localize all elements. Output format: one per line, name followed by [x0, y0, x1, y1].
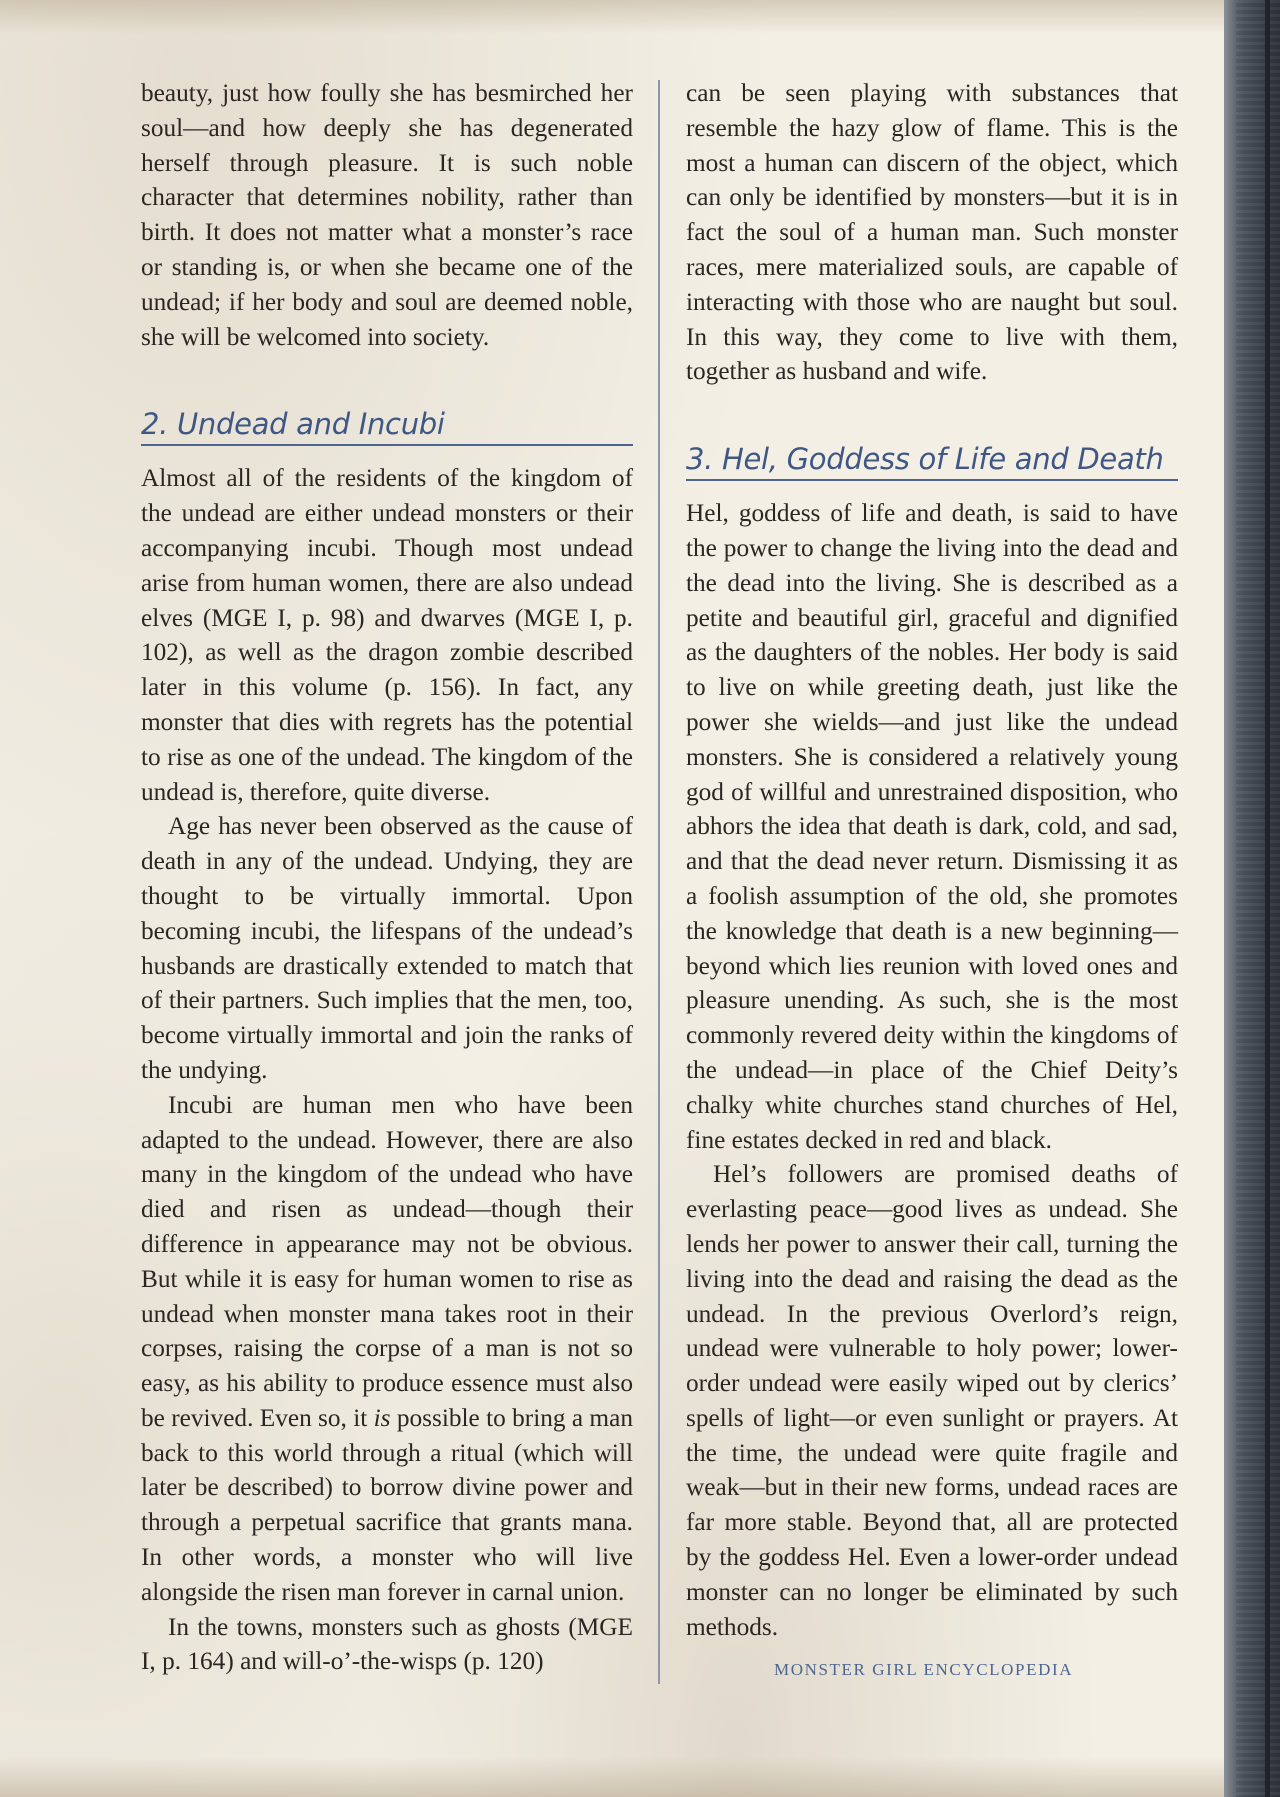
paragraph-hel-followers: Hel’s followers are promised deaths of everlasting peace—good lives as undead. She lends her power to answer their call, turning the living into the dead and raising the dead as the undead. In the previous Overlord’s reign, undead were vulnerable to holy power; lower-order undead were easily wiped out by clerics’ spells of light—or even sunlight or prayers. At the time, the undead were quite fragile and weak—but in their new forms, undead races are far more stable. Beyond that, all are protected by the goddess Hel. Even a lower-order undead monster can no longer be eliminated by such methods. [686, 1160, 1178, 1641]
book-spine-edge [1265, 0, 1270, 1797]
page-bottom-edge [0, 1757, 1224, 1797]
column-divider [658, 80, 660, 1684]
paragraph-incubi-part-1: Incubi are human men who have been adapted to the undead. However, there are also many in the kingdom of the undead who have died and risen as undead—though their difference in appearance may not be obvious. But while it is easy for human women to rise as undead when monster mana takes root in their corpses, raising the corpse of a man is not so easy, as his ability to produce essence must also be revived. Even so, it [141, 1090, 633, 1432]
book-spine [1224, 0, 1280, 1797]
section-heading-undead-incubi: 2. Undead and Incubi [141, 406, 633, 446]
right-continuation-paragraph: can be seen playing with substances that resemble the hazy glow of flame. This is the most a human can discern of the object, which can only be identified by monsters—but it is in fact the soul of a human man. Such monster races, mere materialized souls, are capable of interacting with those who are naught but soul. In this way, they come to live with them, together as husband and wife. [686, 79, 1178, 386]
left-intro-paragraph: beauty, just how foully she has besmirched her soul—and how deeply she has degenerated herself through pleasure. It is such noble character that determines nobility, rather than birth. It does not matter what a monster’s race or standing is, or when she became one of the undead; if her body and soul are deemed noble, she will be welcomed into society. [141, 79, 633, 351]
paragraph-incubi-part-2: possible to bring a man back to this world through a ritual (which will later be described) to borrow divine power and through a perpetual sacrifice that grants mana. In other words, a monster who will live alongside the risen man forever in carnal union. [141, 1403, 633, 1606]
section-heading-hel: 3. Hel, Goddess of Life and Death [686, 441, 1178, 481]
emphasis-is: is [373, 1403, 391, 1432]
paragraph-age: Age has never been observed as the cause of death in any of the undead. Undying, they are thought to be virtually immortal. Upon becoming incubi, the lifespans of the undead’s husbands are drastically extended to match that of their partners. Such implies that the men, too, become virtually immortal and join the ranks of the undying. [141, 812, 633, 1084]
running-footer-title: MONSTER GIRL ENCYCLOPEDIA [774, 1660, 1074, 1679]
paragraph-incubi [141, 1088, 633, 1610]
right-column [686, 76, 1178, 1644]
paragraph-towns: In the towns, monsters such as ghosts (MGE I, p. 164) and will-o’-the-wisps (p. 120) [141, 1612, 633, 1676]
left-column [141, 76, 633, 1679]
paragraph-hel-goddess: Hel, goddess of life and death, is said to have the power to change the living into the dead and the dead into the living. She is described as a petite and beautiful girl, graceful and dignified as the daughters of the nobles. Her body is said to live on while greeting death, just like the power she wields—and just like the undead monsters. She is considered a relatively young god of willful and unrestrained disposition, who abhors the idea that death is dark, cold, and sad, and that the dead never return. Dismissing it as a foolish assumption of the old, she promotes the knowledge that death is a new beginning—beyond which lies reunion with loved ones and pleasure unending. As such, she is the most commonly revered deity within the kingdoms of the undead—in place of the Chief Deity’s chalky white churches stand churches of Hel, fine estates decked in red and black. [686, 499, 1178, 1154]
page-top-edge [0, 0, 1224, 34]
paragraph-undead-residents: Almost all of the residents of the kingdom of the undead are either undead monsters or their accompanying incubi. Though most undead arise from human women, there are also undead elves (MGE I, p. 98) and dwarves (MGE I, p. 102), as well as the dragon zombie described later in this volume (p. 156). In fact, any monster that dies with regrets has the potential to rise as one of the undead. The kingdom of the undead is, therefore, quite diverse. [141, 464, 633, 806]
